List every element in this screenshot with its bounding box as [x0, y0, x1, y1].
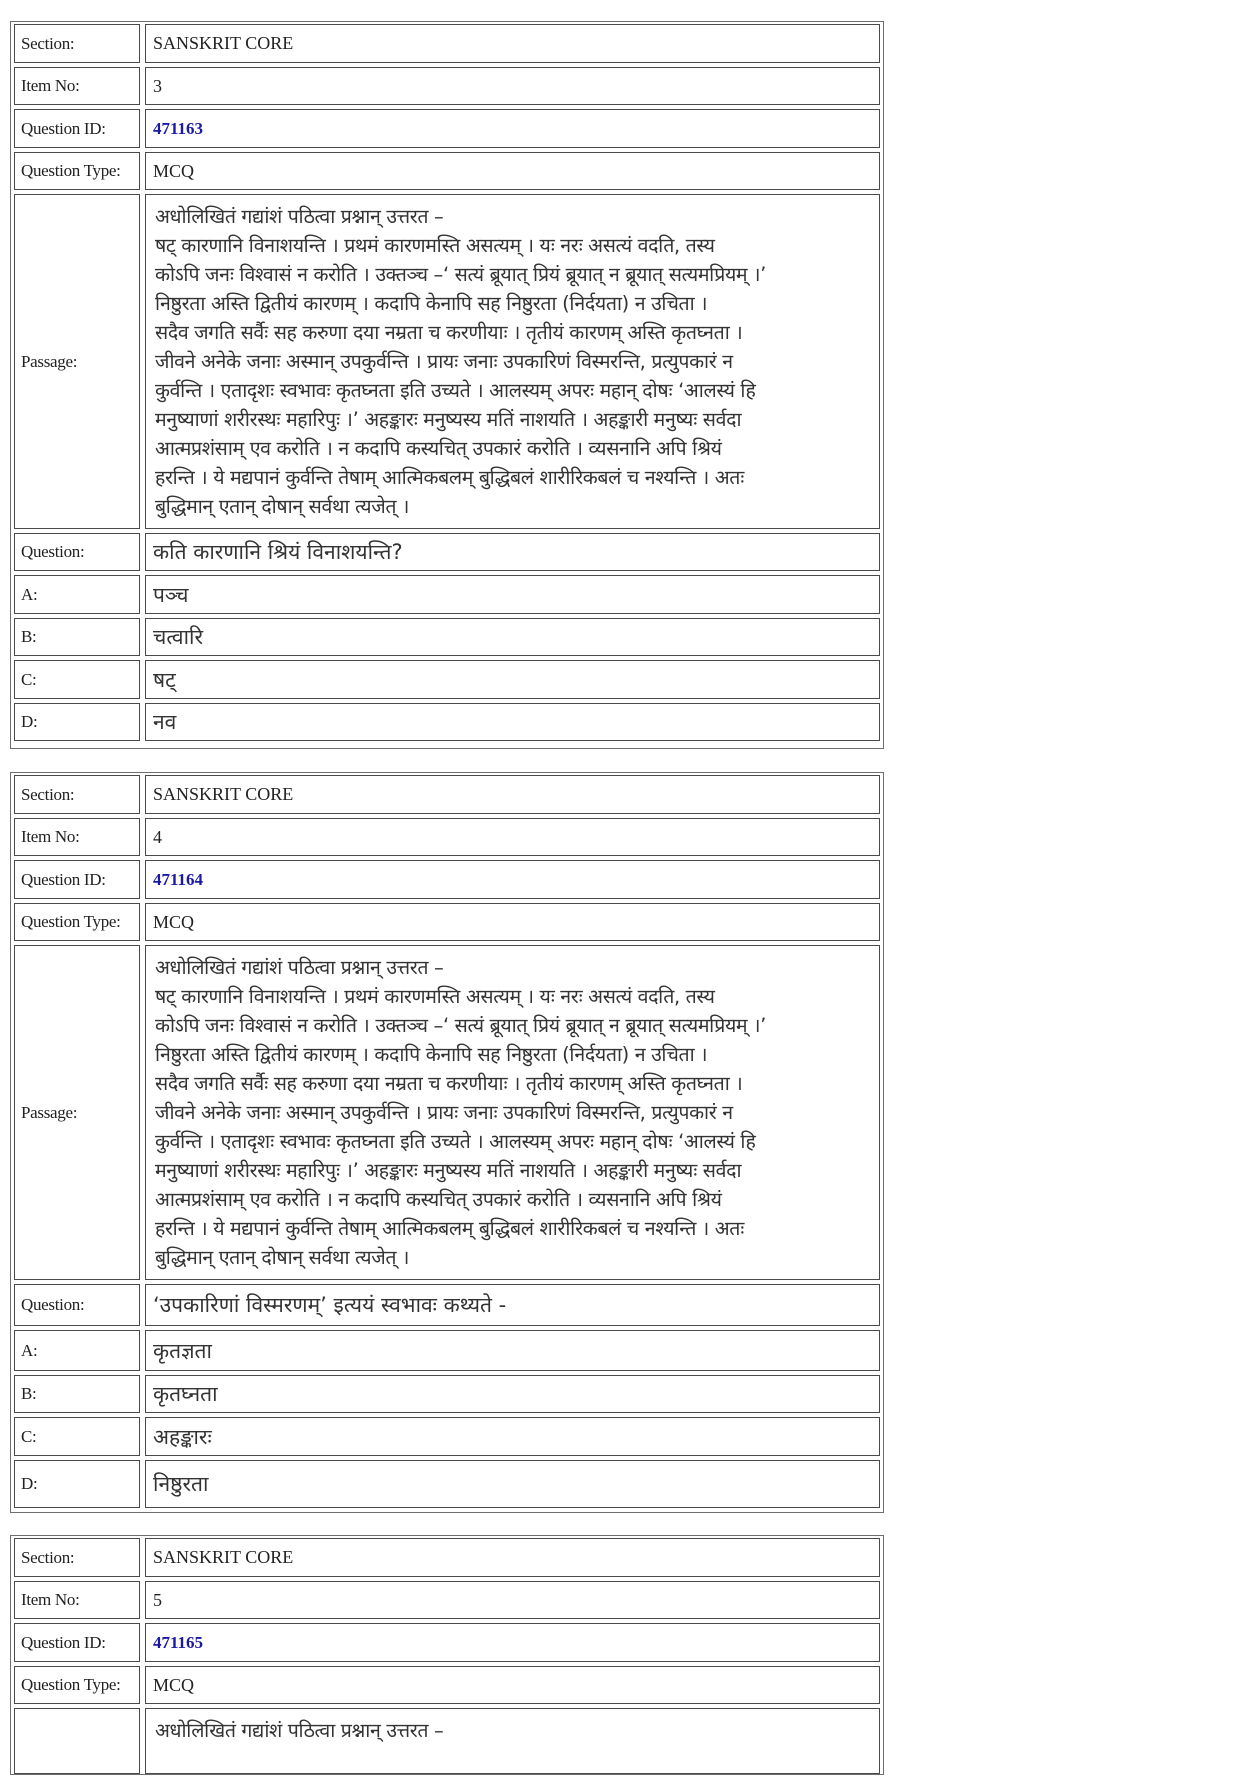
item-no-label: Item No: — [14, 818, 140, 856]
question-type-label: Question Type: — [14, 1666, 140, 1704]
question-text: ‘उपकारिणां विस्मरणम्’ इत्ययं स्वभावः कथ्यते - — [145, 1284, 880, 1326]
option-d-label: D: — [14, 703, 140, 741]
question-id-label: Question ID: — [14, 109, 140, 148]
passage-label: Passage: — [14, 194, 140, 529]
passage-line: कोऽपि जनः विश्वासं न करोति । उक्तञ्च –‘ सत्यं ब्रूयात् प्रियं ब्रूयात् न ब्रूयात् सत्यमप्रियम् ।’ — [155, 263, 766, 286]
section-label: Section: — [14, 775, 140, 814]
passage-line: निष्ठुरता अस्ति द्वितीयं कारणम् । कदापि केनापि सह निष्ठुरता (निर्दयता) न उचिता । — [155, 1043, 708, 1066]
passage-line: जीवने अनेके जनाः अस्मान् उपकुर्वन्ति । प्रायः जनाः उपकारिणं विस्मरन्ति, प्रत्युपकारं न — [155, 1101, 733, 1124]
item-no-value: 3 — [145, 67, 880, 105]
item-no-value: 4 — [145, 818, 880, 856]
passage-line: बुद्धिमान् एतान् दोषान् सर्वथा त्यजेत् । — [155, 495, 410, 518]
question-type-label: Question Type: — [14, 903, 140, 941]
option-b-label: B: — [14, 1375, 140, 1413]
option-b-label: B: — [14, 618, 140, 656]
question-type-label: Question Type: — [14, 152, 140, 190]
passage-line: सदैव जगति सर्वैः सह करुणा दया नम्रता च करणीयाः । तृतीयं कारणम् अस्ति कृतघ्नता । — [155, 321, 743, 344]
question-id-link[interactable]: 471165 — [145, 1623, 880, 1662]
option-b-row — [11, 1373, 883, 1415]
question-id-row — [11, 858, 883, 901]
question-label: Question: — [14, 533, 140, 571]
passage-line: षट् कारणानि विनाशयन्ति । प्रथमं कारणमस्ति असत्यम् । यः नरः असत्यं वदति, तस्य — [155, 985, 715, 1008]
question-id-link[interactable]: 471164 — [145, 860, 880, 899]
item-no-row — [11, 1579, 883, 1621]
passage-line: निष्ठुरता अस्ति द्वितीयं कारणम् । कदापि केनापि सह निष्ठुरता (निर्दयता) न उचिता । — [155, 292, 708, 315]
option-b-text: कृतघ्नता — [145, 1375, 880, 1413]
section-label: Section: — [14, 24, 140, 63]
passage-line: आत्मप्रशंसाम् एव करोति । न कदापि कस्यचित् उपकारं करोति । व्यसनानि अपि श्रियं — [155, 1188, 722, 1211]
item-no-label: Item No: — [14, 1581, 140, 1619]
question-block-item-3 — [10, 21, 884, 749]
option-c-text: षट् — [145, 660, 880, 699]
passage-line: अधोलिखितं गद्यांशं पठित्वा प्रश्नान् उत्तरत – — [155, 205, 444, 228]
option-c-row — [11, 658, 883, 701]
question-id-label: Question ID: — [14, 1623, 140, 1662]
option-d-row — [11, 701, 883, 743]
section-value: SANSKRIT CORE — [145, 24, 880, 63]
question-type-row — [11, 150, 883, 192]
passage-line: हरन्ति । ये मद्यपानं कुर्वन्ति तेषाम् आत्मिकबलम् बुद्धिबलं शारीरिकबलं च नश्यन्ति । अतः — [155, 1217, 744, 1240]
section-value: SANSKRIT CORE — [145, 1538, 880, 1577]
question-label: Question: — [14, 1284, 140, 1326]
question-type-value: MCQ — [145, 152, 880, 190]
passage-line: कुर्वन्ति । एतादृशः स्वभावः कृतघ्नता इति उच्यते । आलस्यम् अपरः महान् दोषः ‘आलस्यं हि — [155, 1130, 756, 1153]
item-no-row — [11, 65, 883, 107]
option-a-label: A: — [14, 1330, 140, 1371]
passage-label — [14, 1708, 140, 1774]
option-a-row — [11, 1328, 883, 1373]
question-text: कति कारणानि श्रियं विनाशयन्ति? — [145, 533, 880, 571]
item-no-row — [11, 816, 883, 858]
passage-line: षट् कारणानि विनाशयन्ति । प्रथमं कारणमस्ति असत्यम् । यः नरः असत्यं वदति, तस्य — [155, 234, 715, 257]
question-id-row — [11, 1621, 883, 1664]
option-d-text: नव — [145, 703, 880, 741]
passage-label: Passage: — [14, 945, 140, 1280]
section-row — [11, 1536, 883, 1579]
question-type-row — [11, 901, 883, 943]
question-id-link[interactable]: 471163 — [145, 109, 880, 148]
option-b-text: चत्वारि — [145, 618, 880, 656]
option-b-row — [11, 616, 883, 658]
option-c-label: C: — [14, 1417, 140, 1456]
section-value: SANSKRIT CORE — [145, 775, 880, 814]
question-row — [11, 531, 883, 573]
passage-text — [145, 945, 880, 1280]
option-a-row — [11, 573, 883, 616]
passage-line: आत्मप्रशंसाम् एव करोति । न कदापि कस्यचित् उपकारं करोति । व्यसनानि अपि श्रियं — [155, 437, 722, 460]
question-type-value: MCQ — [145, 903, 880, 941]
question-row — [11, 1282, 883, 1328]
passage-line: मनुष्याणां शरीरस्थः महारिपुः ।’ अहङ्कारः मनुष्यस्य मतिं नाशयति । अहङ्कारी मनुष्यः सर्वदा — [155, 408, 742, 431]
question-id-label: Question ID: — [14, 860, 140, 899]
option-c-row — [11, 1415, 883, 1458]
passage-line: जीवने अनेके जनाः अस्मान् उपकुर्वन्ति । प्रायः जनाः उपकारिणं विस्मरन्ति, प्रत्युपकारं न — [155, 350, 733, 373]
option-d-text: निष्ठुरता — [145, 1460, 880, 1508]
passage-line: कोऽपि जनः विश्वासं न करोति । उक्तञ्च –‘ सत्यं ब्रूयात् प्रियं ब्रूयात् न ब्रूयात् सत्यमप्रियम् ।’ — [155, 1014, 766, 1037]
passage-line: मनुष्याणां शरीरस्थः महारिपुः ।’ अहङ्कारः मनुष्यस्य मतिं नाशयति । अहङ्कारी मनुष्यः सर्वदा — [155, 1159, 742, 1182]
section-row — [11, 773, 883, 816]
option-c-text: अहङ्कारः — [145, 1417, 880, 1456]
passage-line: अधोलिखितं गद्यांशं पठित्वा प्रश्नान् उत्तरत – — [155, 956, 444, 979]
item-no-value: 5 — [145, 1581, 880, 1619]
passage-line: अधोलिखितं गद्यांशं पठित्वा प्रश्नान् उत्तरत – — [155, 1719, 444, 1742]
option-d-row — [11, 1458, 883, 1510]
passage-row — [11, 192, 883, 531]
passage-row — [11, 1706, 883, 1776]
passage-row — [11, 943, 883, 1282]
question-block-item-5 — [10, 1535, 884, 1775]
passage-line: बुद्धिमान् एतान् दोषान् सर्वथा त्यजेत् । — [155, 1246, 410, 1269]
section-row — [11, 22, 883, 65]
question-block-item-4 — [10, 772, 884, 1513]
passage-line: सदैव जगति सर्वैः सह करुणा दया नम्रता च करणीयाः । तृतीयं कारणम् अस्ति कृतघ्नता । — [155, 1072, 743, 1095]
passage-text — [145, 194, 880, 529]
option-d-label: D: — [14, 1460, 140, 1508]
section-label: Section: — [14, 1538, 140, 1577]
passage-line: हरन्ति । ये मद्यपानं कुर्वन्ति तेषाम् आत्मिकबलम् बुद्धिबलं शारीरिकबलं च नश्यन्ति । अतः — [155, 466, 744, 489]
passage-text — [145, 1708, 880, 1774]
option-a-text: कृतज्ञता — [145, 1330, 880, 1371]
question-id-row — [11, 107, 883, 150]
item-no-label: Item No: — [14, 67, 140, 105]
option-a-label: A: — [14, 575, 140, 614]
option-c-label: C: — [14, 660, 140, 699]
option-a-text: पञ्च — [145, 575, 880, 614]
question-type-value: MCQ — [145, 1666, 880, 1704]
passage-line: कुर्वन्ति । एतादृशः स्वभावः कृतघ्नता इति उच्यते । आलस्यम् अपरः महान् दोषः ‘आलस्यं हि — [155, 379, 756, 402]
question-type-row — [11, 1664, 883, 1706]
